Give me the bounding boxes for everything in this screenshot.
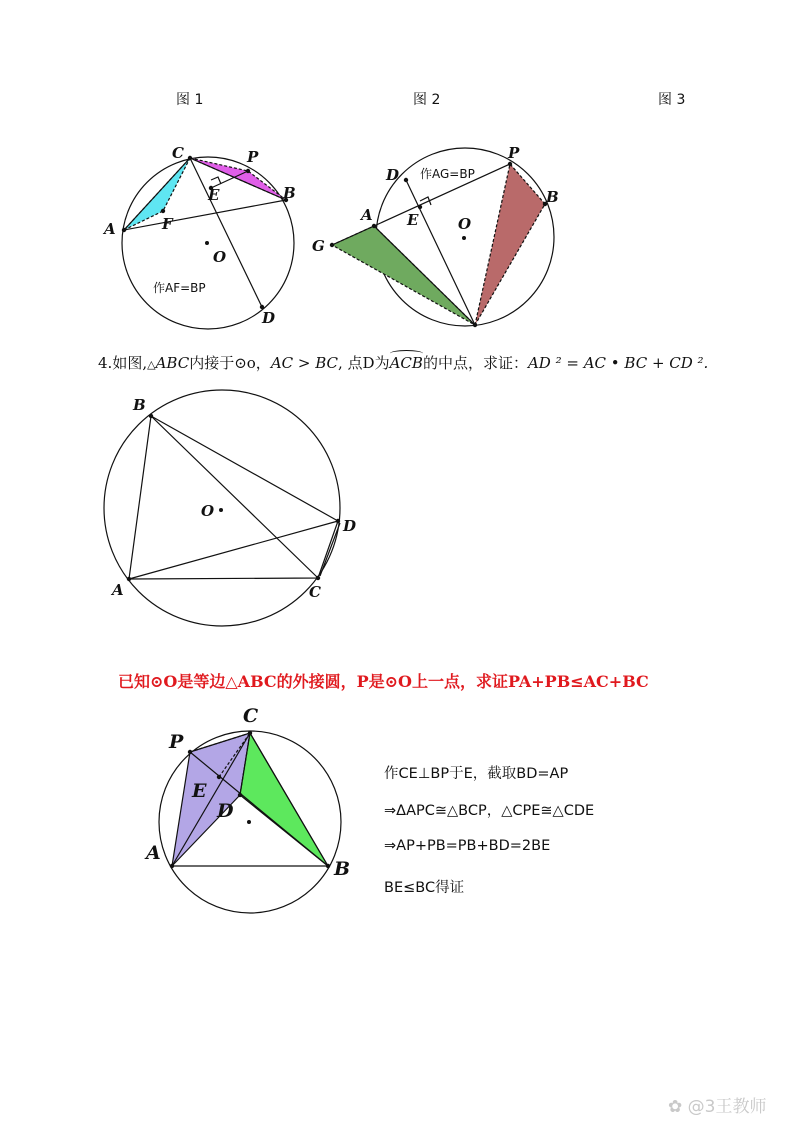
fig2-label-B: B — [546, 188, 559, 206]
proof-line-4: BE≤BC得证 — [384, 880, 465, 896]
problem4-abc: ABC — [155, 354, 190, 372]
fig1-label-E: E — [208, 186, 220, 204]
problem4-statement — [98, 352, 708, 373]
problem4-condition: AC > BC — [270, 354, 339, 372]
figure2-note: 作AG=BP — [420, 167, 475, 181]
problem5-green-triangle — [240, 733, 328, 866]
problem4-arc: ACB — [389, 354, 423, 372]
fig1-label-D: D — [262, 309, 276, 327]
figure2-caption: 图 2 — [413, 92, 441, 108]
fig2-label-G: G — [312, 237, 325, 255]
problem4-text-a: 如图, — [112, 354, 148, 372]
proof-line-1: 作CE⊥BP于E，截取BD=AP — [384, 766, 569, 782]
watermark — [668, 1092, 766, 1117]
problem5-title: 已知⊙O是等边△ABC的外接圆，P是⊙O上一点，求证PA+PB≤AC+BC — [118, 672, 649, 691]
fig2-label-O: O — [458, 215, 472, 233]
fig1-label-P: P — [247, 148, 259, 166]
watermark-icon: ✿ — [668, 1097, 683, 1117]
p4-label-C: C — [309, 583, 321, 601]
watermark-text: @3王教师 — [687, 1097, 767, 1117]
p5-label-B: B — [334, 858, 351, 880]
proof-line-2: ⇒ΔAPC≅△BCP，△CPE≅△CDE — [384, 803, 595, 819]
fig1-label-B: B — [283, 184, 296, 202]
p5-label-E: E — [192, 780, 207, 802]
problem4-circle — [104, 390, 340, 626]
triangle-symbol: △ — [147, 358, 156, 371]
problem4-diagram — [104, 390, 340, 626]
figure3-caption: 图 3 — [658, 92, 686, 108]
p5-label-C: C — [243, 705, 259, 727]
problem4-number: 4. — [98, 354, 113, 372]
fig2-label-A: A — [361, 206, 373, 224]
p4-label-B: B — [133, 396, 146, 414]
fig1-label-A: A — [104, 220, 116, 238]
proof-line-3: ⇒AP+PB=PB+BD=2BE — [384, 838, 551, 854]
problem4-text-b: 内接于 — [189, 354, 235, 372]
problem4-points — [127, 414, 340, 581]
problem4-text-d: 的中点，求证： — [422, 354, 528, 372]
fig2-label-P: P — [508, 144, 520, 162]
p4-label-D: D — [343, 517, 357, 535]
fig1-label-C: C — [172, 144, 184, 162]
figure1-caption: 图 1 — [176, 92, 204, 108]
p4-label-O: O — [201, 502, 215, 520]
p4-label-A: A — [112, 581, 124, 599]
p5-label-P: P — [169, 731, 184, 753]
problem4-formula: AD ² = AC • BC + CD ². — [527, 354, 709, 372]
problem4-text-c: , 点D为 — [338, 354, 390, 372]
fig2-label-D: D — [386, 166, 400, 184]
figure1-note: 作AF=BP — [153, 281, 206, 295]
fig1-label-F: F — [162, 215, 173, 233]
fig1-label-O: O — [213, 248, 227, 266]
fig2-label-E: E — [407, 211, 419, 229]
circle-symbol: ⊙o， — [234, 354, 271, 372]
p5-label-D: D — [217, 800, 234, 822]
p5-label-A: A — [146, 842, 161, 864]
figure2-green-triangle — [332, 226, 475, 325]
figure2-red-triangle — [475, 164, 545, 325]
